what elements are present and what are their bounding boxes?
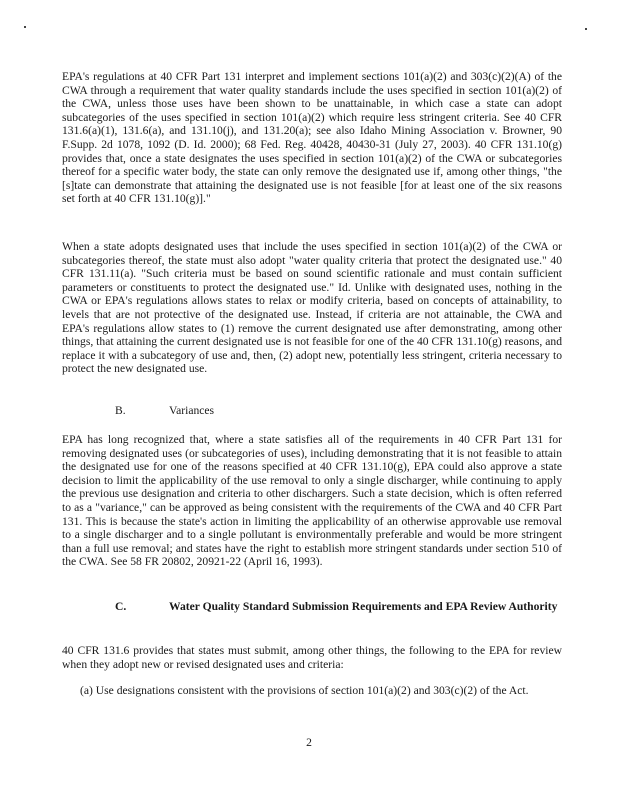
paragraph-designated-uses-criteria: When a state adopts designated uses that include the uses specified in section 101(a)(2) of the CWA or subcategories thereof, the state must also adopt "water quality criteria that protect the designated use." 40 CFR 131.11(a). "Such criteria must be based on sound scientific rationale and must contain sufficient parameters or constituents to protect the designated use." Id. Unlike with designated uses, nothing in the CWA or EPA's regulations allows states to relax or modify criteria, based on concepts of attainability, to levels that are not protective of the designated use. Instead, if criteria are not attainable, the CWA and EPA's regulations allow states to (1) remove the current designated use after demonstrating, among other things, that attaining the current designated use is not feasible for one of the 40 CFR 131.10(g) reasons, and replace it with a subcategory of use and, then, (2) adopt new, potentially less stringent, criteria necessary to protect the new designated use. bbox=[62, 240, 562, 376]
paragraph-epa-regulations: EPA's regulations at 40 CFR Part 131 interpret and implement sections 101(a)(2) and 303(c)(2)(A) of the CWA through a requirement that water quality standards include the uses specified in section 101(a)(2) of the CWA, unless those uses have been shown to be unattainable, in which case a state can adopt subcategories of the uses specified in section 101(a)(2) which require less stringent criteria. See 40 CFR 131.6(a)(1), 131.6(a), and 131.10(j), and 131.20(a); see also Idaho Mining Association v. Browner, 90 F.Supp. 2d 1078, 1092 (D. Id. 2000); 68 Fed. Reg. 40428, 40430-31 (July 27, 2003). 40 CFR 131.10(g) provides that, once a state designates the uses specified in section 101(a)(2) of the CWA or subcategories thereof for a specific water body, the state can only remove the designated use if, among other things, "the [s]tate can demonstrate that attaining the designated use is not feasible [for at least one of the six reasons set forth at 40 CFR 131.10(g)]." bbox=[62, 70, 562, 206]
paragraph-variances: EPA has long recognized that, where a state satisfies all of the requirements in 40 CFR Part 131 for removing designated uses (or subcategories of uses), including demonstrating that it is not feasible to attain the designated use for one of the reasons specified at 40 CFR 131.10(g), EPA could also approve a state decision to limit the applicability of the use removal to only a single discharger, while continuing to apply the previous use designation and criteria to other dischargers. Such a state decision, which is often referred to as a "variance," can be approved as being consistent with the requirements of the CWA and 40 CFR Part 131. This is because the state's action in limiting the applicability of an otherwise approvable use removal to a single discharger and to a single pollutant is environmentally preferable and would be more stringent than a full use removal; and states have the right to establish more stringent standards under section 510 of the CWA. See 58 FR 20802, 20921-22 (April 16, 1993). bbox=[62, 433, 562, 569]
list-item-use-designations: (a) Use designations consistent with the provisions of section 101(a)(2) and 303(c)(2) of the Act. bbox=[80, 684, 529, 697]
scan-speck bbox=[24, 26, 26, 28]
section-number: C. bbox=[115, 600, 127, 613]
section-title: Water Quality Standard Submission Requirements and EPA Review Authority bbox=[169, 600, 558, 613]
section-title: Variances bbox=[169, 404, 215, 417]
scan-speck bbox=[585, 28, 587, 30]
page-number: 2 bbox=[306, 736, 312, 749]
paragraph-submission: 40 CFR 131.6 provides that states must submit, among other things, the following to the EPA for review when they adopt new or revised designated uses and criteria: bbox=[62, 644, 562, 671]
section-number: B. bbox=[115, 404, 126, 417]
